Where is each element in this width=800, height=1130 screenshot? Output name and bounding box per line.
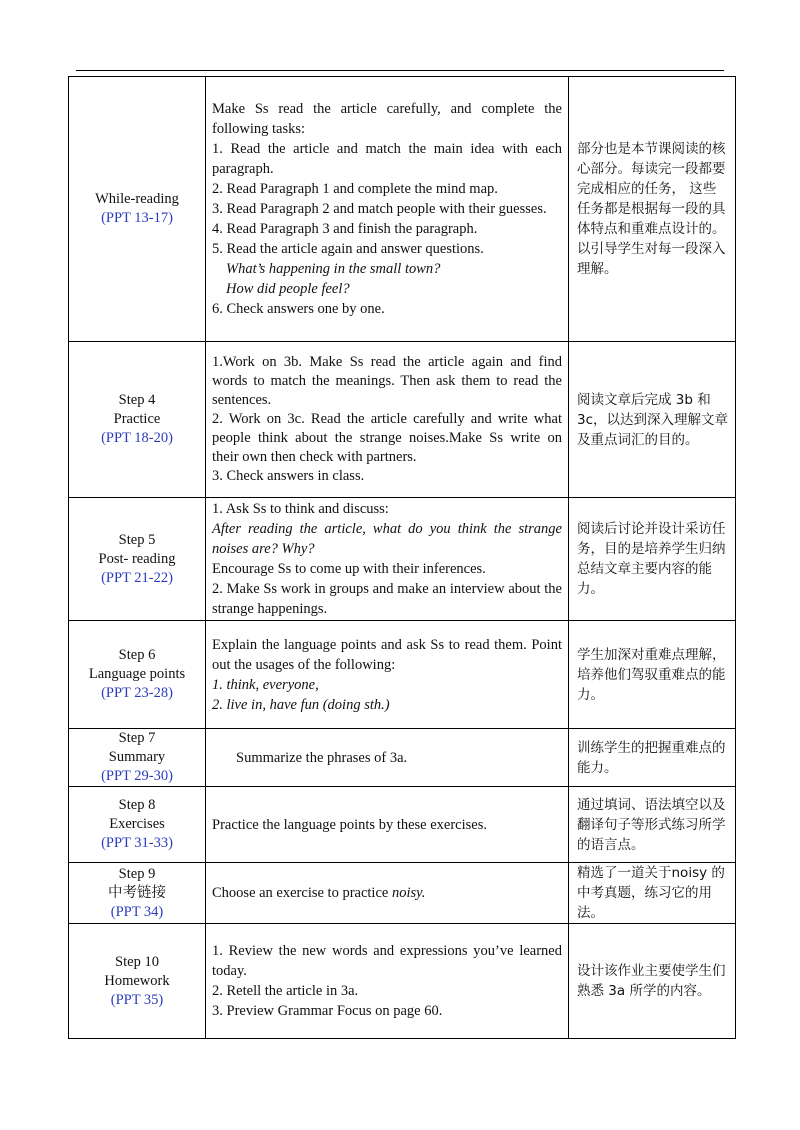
step-cell <box>69 498 206 621</box>
activity-line: Encourage Ss to come up with their inferences. <box>212 561 486 577</box>
step-title: Exercises <box>109 816 165 832</box>
step-title: 中考链接 <box>108 884 166 901</box>
step-label: Step 4 <box>118 392 156 408</box>
step-label: Step 10 <box>115 953 159 970</box>
activity-line: Summarize the phrases of 3a. <box>236 749 408 766</box>
activity-item: 2. live in, have fun (doing sth.) <box>212 696 390 713</box>
activity-line: 3. Check answers in class. <box>212 468 365 484</box>
step-title: Homework <box>104 972 170 989</box>
activity-cell <box>206 729 569 787</box>
purpose-cell: 部分也是本节课阅读的核心部分。每读完一段都要完成相应的任务， 这些任务都是根据每一段的具体特点和重难点设计的。以引导学生对每一段深入理解。 <box>569 77 736 342</box>
activity-cell <box>206 77 569 342</box>
activity-line: 2. Retell the article in 3a. <box>212 983 359 999</box>
lesson-plan-table <box>68 76 736 1039</box>
table-row <box>69 924 736 1039</box>
activity-line: Explain the language points and ask Ss to read them. Point out the usages of the following: <box>212 636 562 673</box>
activity-cell <box>206 498 569 621</box>
table-row <box>69 863 736 924</box>
header-rule <box>76 70 724 71</box>
table-row <box>69 77 736 342</box>
activity-line: 1. Ask Ss to think and discuss: <box>212 501 389 517</box>
step-cell <box>69 729 206 787</box>
purpose-cell: 阅读后讨论并设计采访任务，目的是培养学生归纳总结文章主要内容的能力。 <box>569 498 736 621</box>
activity-line: 2. Read Paragraph 1 and complete the mind map. <box>212 181 498 197</box>
activity-question: How did people feel? <box>226 281 350 297</box>
step-label: Step 7 <box>118 730 156 746</box>
purpose-cell: 精选了一道关于noisy 的中考真题，练习它的用法。 <box>569 863 736 924</box>
activity-line: Practice the language points by these exercises. <box>212 816 487 833</box>
activity-keyword: noisy. <box>391 885 426 901</box>
step-label: Step 8 <box>118 797 156 813</box>
activity-line: 6. Check answers one by one. <box>212 301 385 317</box>
activity-item: 1. think, everyone, <box>212 676 319 693</box>
activity-cell <box>206 863 569 924</box>
ppt-range: (PPT 18-20) <box>101 430 173 446</box>
purpose-cell: 学生加深对重难点理解， 培养他们驾驭重难点的能力。 <box>569 621 736 729</box>
ppt-range: (PPT 13-17) <box>101 210 173 226</box>
purpose-cell: 训练学生的把握重难点的能力。 <box>569 729 736 787</box>
activity-line: 2. Work on 3c. Read the article carefully and write what people think about the strange noises.Make Ss write on their own then check with partners. <box>212 411 562 465</box>
ppt-range: (PPT 35) <box>110 991 164 1008</box>
table-row <box>69 787 736 863</box>
step-title: Post- reading <box>98 550 176 567</box>
step-cell <box>69 77 206 342</box>
activity-cell <box>206 924 569 1039</box>
activity-line: 5. Read the article again and answer questions. <box>212 241 484 257</box>
step-label: Step 6 <box>118 647 156 663</box>
activity-text: Choose an exercise to practice <box>212 885 392 901</box>
step-cell <box>69 863 206 924</box>
activity-line: 1. Review the new words and expressions you’ve learned today. <box>212 943 562 979</box>
activity-cell <box>206 621 569 729</box>
activity-line: 2. Make Ss work in groups and make an interview about the strange happenings. <box>212 581 562 617</box>
step-label: Step 5 <box>118 531 156 548</box>
step-label: Step 9 <box>118 865 156 882</box>
step-title: Summary <box>108 749 166 765</box>
activity-cell <box>206 342 569 498</box>
activity-line <box>212 883 562 903</box>
activity-line: Make Ss read the article carefully, and complete the following tasks: <box>212 101 562 137</box>
activity-question: What’s happening in the small town? <box>226 261 441 277</box>
step-label: While-reading <box>95 191 179 207</box>
ppt-range: (PPT 34) <box>110 903 164 920</box>
step-cell <box>69 621 206 729</box>
step-title: Practice <box>113 411 161 427</box>
activity-line: 3. Preview Grammar Focus on page 60. <box>212 1003 443 1019</box>
ppt-range: (PPT 29-30) <box>101 768 173 784</box>
activity-line: 1. Read the article and match the main idea with each paragraph. <box>212 141 562 177</box>
activity-line: 4. Read Paragraph 3 and finish the paragraph. <box>212 221 478 237</box>
step-cell <box>69 787 206 863</box>
ppt-range: (PPT 31-33) <box>101 835 173 851</box>
purpose-cell: 通过填词、语法填空以及翻译句子等形式练习所学的语言点。 <box>569 787 736 863</box>
step-cell <box>69 342 206 498</box>
activity-line: 3. Read Paragraph 2 and match people with their guesses. <box>212 201 547 217</box>
purpose-cell: 设计该作业主要使学生们熟悉 3a 所学的内容。 <box>569 924 736 1039</box>
ppt-range: (PPT 21-22) <box>101 569 173 586</box>
purpose-cell: 阅读文章后完成 3b 和 3c，以达到深入理解文章及重点词汇的目的。 <box>569 342 736 498</box>
activity-line: 1.Work on 3b. Make Ss read the article again and find words to match the meanings. Then ask them to read the sentences. <box>212 354 562 408</box>
table-row <box>69 621 736 729</box>
ppt-range: (PPT 23-28) <box>101 685 173 701</box>
activity-cell <box>206 787 569 863</box>
table-row <box>69 729 736 787</box>
step-title: Language points <box>88 666 186 682</box>
table-row <box>69 342 736 498</box>
table-row <box>69 498 736 621</box>
step-cell <box>69 924 206 1039</box>
activity-question: After reading the article, what do you think the strange noises are? Why? <box>212 521 562 557</box>
